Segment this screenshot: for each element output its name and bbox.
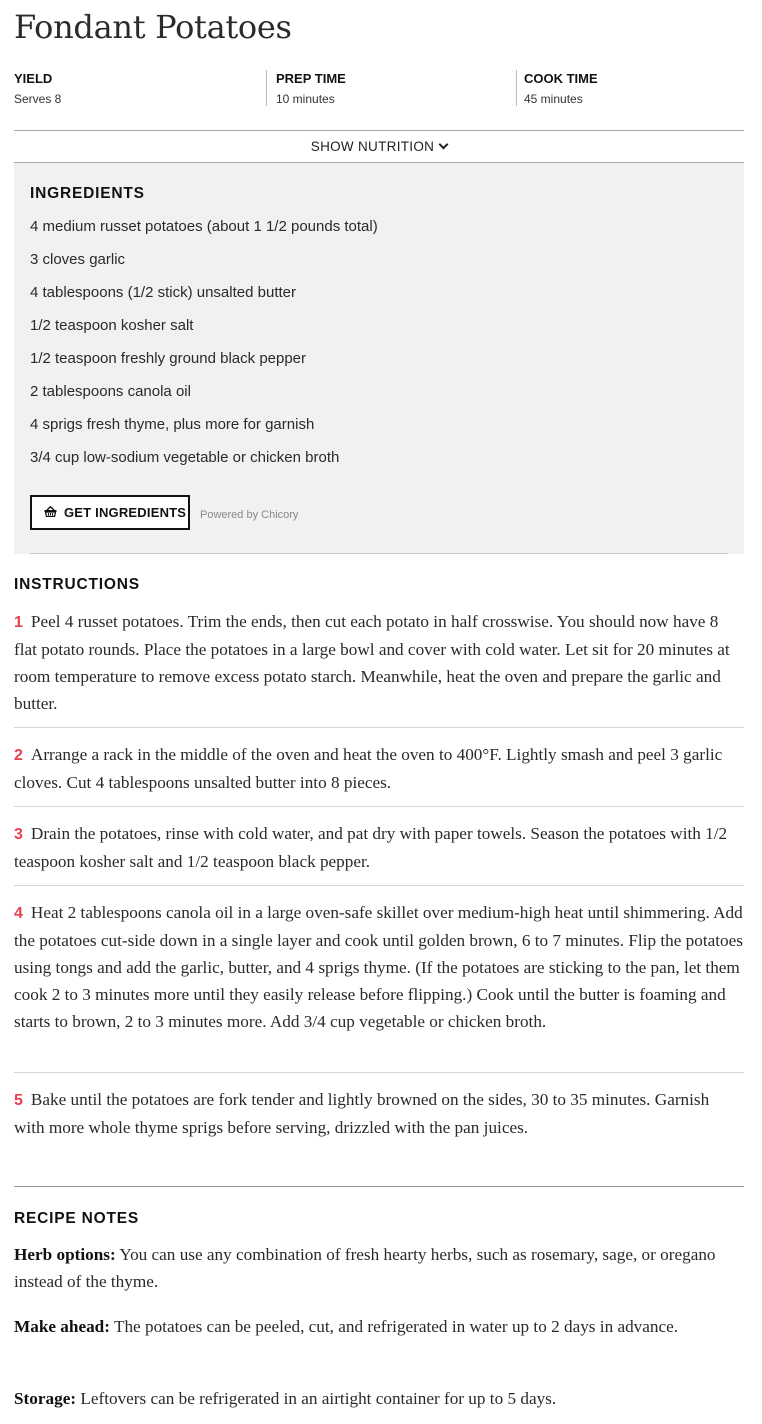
- cook-time-label: COOK TIME: [524, 71, 598, 86]
- powered-by-chicory[interactable]: Powered by Chicory: [200, 509, 299, 521]
- recipe-title: Fondant Potatoes: [14, 8, 292, 46]
- note-text: The potatoes can be peeled, cut, and refrigerated in water up to 2 days in advance.: [113, 1317, 679, 1336]
- step-number: 5: [14, 1092, 23, 1109]
- recipe-note: [14, 1313, 744, 1340]
- get-ingredients-button[interactable]: [30, 495, 190, 530]
- chevron-down-icon: [439, 140, 449, 150]
- step-number: 1: [14, 614, 23, 631]
- basket-icon: [44, 497, 57, 528]
- ingredients-panel: [14, 163, 744, 554]
- cook-time-value: 45 minutes: [524, 92, 583, 106]
- divider: [14, 885, 744, 886]
- ingredients-list: [30, 215, 378, 479]
- recipe-meta: [14, 70, 744, 108]
- step-text: Drain the potatoes, rinse with cold water, and pat dry with paper towels. Season the potatoes with 1/2 teaspoon kosher salt and 1/2 teaspoon black pepper.: [14, 824, 728, 871]
- yield-block: [14, 70, 61, 106]
- yield-value: Serves 8: [14, 92, 62, 106]
- ingredient-item: 3/4 cup low-sodium vegetable or chicken broth: [30, 449, 340, 466]
- get-ingredients-label: GET INGREDIENTS: [64, 505, 187, 520]
- step-text: Bake until the potatoes are fork tender and lightly browned on the sides, 30 to 35 minutes. Garnish with more whole thyme sprigs before serving, drizzled with the pan juices.: [14, 1090, 710, 1137]
- cook-time-block: [516, 70, 598, 106]
- divider: [14, 1072, 744, 1073]
- step-number: 2: [14, 747, 23, 764]
- instruction-step: [14, 741, 744, 796]
- ingredient-item: 2 tablespoons canola oil: [30, 383, 191, 400]
- instruction-step: [14, 820, 744, 875]
- ingredients-heading: INGREDIENTS: [30, 185, 145, 202]
- ingredient-item: 1/2 teaspoon freshly ground black pepper: [30, 350, 307, 367]
- step-text: Heat 2 tablespoons canola oil in a large oven-safe skillet over medium-high heat until shimmering. Add the potatoes cut-side down in a single layer and cook until golden brown, 6 to 7 minutes. Flip the potatoes using tongs and add the garlic, butter, and 4 sprigs thyme. (If the potatoes are sticking to the pan, let them cook 2 to 3 minutes more until they easily release before flipping.) Cook until the butter is foaming and starts to brown, 2 to 3 minutes more. Add 3/4 cup vegetable or chicken broth.: [14, 903, 743, 1031]
- prep-time-block: [266, 70, 346, 106]
- recipe-notes-heading: RECIPE NOTES: [14, 1210, 140, 1227]
- prep-time-label: PREP TIME: [276, 71, 346, 86]
- note-text: Leftovers can be refrigerated in an airtight container for up to 5 days.: [80, 1389, 557, 1408]
- ingredient-item: 4 sprigs fresh thyme, plus more for garnish: [30, 416, 315, 433]
- ingredient-item: 4 medium russet potatoes (about 1 1/2 pounds total): [30, 218, 378, 235]
- show-nutrition-label: SHOW NUTRITION: [310, 139, 435, 154]
- nutrition-toggle-bar: [14, 130, 744, 163]
- recipe-note: [14, 1385, 744, 1412]
- show-nutrition-button[interactable]: [311, 131, 447, 162]
- instruction-step: [14, 899, 744, 1035]
- divider: [14, 806, 744, 807]
- note-label: Make ahead:: [14, 1317, 110, 1336]
- divider: [14, 1186, 744, 1187]
- ingredient-item: 1/2 teaspoon kosher salt: [30, 317, 194, 334]
- instructions-heading: INSTRUCTIONS: [14, 576, 140, 593]
- step-text: Arrange a rack in the middle of the oven and heat the oven to 400°F. Lightly smash and peel 3 garlic cloves. Cut 4 tablespoons unsalted butter into 8 pieces.: [14, 745, 723, 792]
- step-number: 3: [14, 826, 23, 843]
- instruction-step: [14, 1086, 744, 1141]
- ingredient-item: 3 cloves garlic: [30, 251, 126, 268]
- divider: [30, 553, 728, 554]
- note-label: Herb options:: [14, 1245, 116, 1264]
- instruction-step: [14, 608, 744, 717]
- note-text: You can use any combination of fresh hearty herbs, such as rosemary, sage, or oregano instead of the thyme.: [14, 1245, 716, 1291]
- note-label: Storage:: [14, 1389, 77, 1408]
- recipe-note: [14, 1241, 744, 1295]
- prep-time-value: 10 minutes: [276, 92, 335, 106]
- ingredient-item: 4 tablespoons (1/2 stick) unsalted butter: [30, 284, 296, 301]
- step-text: Peel 4 russet potatoes. Trim the ends, then cut each potato in half crosswise. You should now have 8 flat potato rounds. Place the potatoes in a large bowl and cover with cold water. Let sit for 20 minutes at room temperature to remove excess potato starch. Meanwhile, heat the oven and prepare the garlic and butter.: [14, 612, 730, 713]
- yield-label: YIELD: [14, 71, 53, 86]
- divider: [14, 727, 744, 728]
- step-number: 4: [14, 905, 23, 922]
